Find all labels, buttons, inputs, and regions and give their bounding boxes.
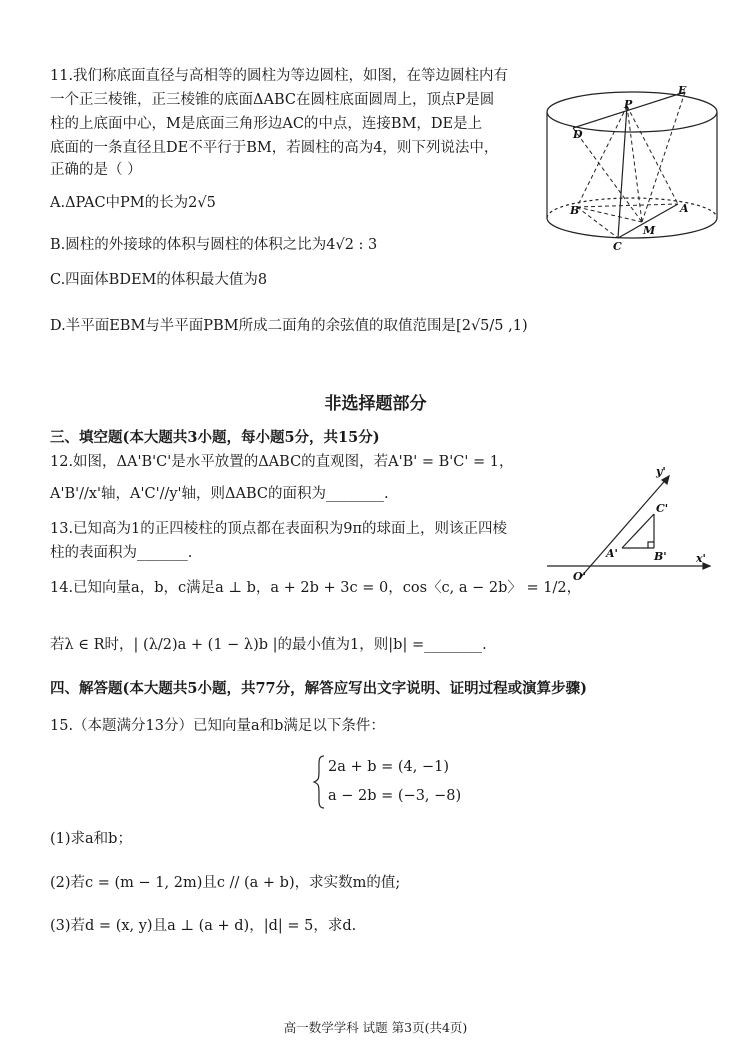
fig11-label-a: A	[680, 202, 689, 215]
fig12-label-o: O'	[573, 570, 586, 583]
fig12-label-b: B'	[654, 550, 667, 563]
fig11-label-b: B	[570, 204, 580, 217]
fig12-label-y: y'	[656, 465, 666, 478]
fig12-label-x: x'	[696, 552, 706, 565]
q11-line-3: 柱的上底面中心，M是底面三角形边AC的中点，连接BM，DE是上	[50, 116, 483, 132]
page-footer: 高一数学学科 试题 第3页(共4页)	[283, 1020, 468, 1035]
section-4-header: 四、解答题(本大题共5小题，共77分，解答应写出文字说明、证明过程或演算步骤)	[50, 680, 587, 697]
fig12-label-c: C'	[656, 502, 669, 515]
q11-line-2: 一个正三棱锥，正三棱锥的底面ΔABC在圆柱底面圆周上，顶点P是圆	[50, 92, 495, 108]
q12-line-2: A'B'//x'轴，A'C'//y'轴，则ΔABC的面积为________.	[50, 486, 389, 502]
fig11-label-e: E	[678, 84, 687, 97]
fig11-label-m: M	[643, 224, 656, 237]
q15-system-brace	[312, 754, 326, 810]
q13-line-1: 13.已知高为1的正四棱柱的顶点都在表面积为9π的球面上，则该正四棱	[50, 521, 508, 537]
q14-line-1: 14.已知向量a，b，c满足a ⊥ b，a + 2b + 3c = 0，cos〈c, a − 2b〉 = 1/2，	[50, 580, 582, 596]
q15-equation-1: 2a + b = (4, −1)	[328, 759, 450, 775]
q12-line-1: 12.如图，ΔA'B'C'是水平放置的ΔABC的直观图，若A'B' = B'C' = 1，	[50, 454, 514, 470]
q13-line-2: 柱的表面积为_______.	[50, 545, 193, 561]
q11-option-b: B.圆柱的外接球的体积与圆柱的体积之比为4√2 : 3	[50, 237, 378, 253]
q11-line-1: 11.我们称底面直径与高相等的圆柱为等边圆柱，如图，在等边圆柱内有	[50, 68, 509, 84]
q15-part-3: (3)若d = (x, y)且a ⊥ (a + d)，|d| = 5，求d.	[50, 918, 357, 934]
q11-option-d: D.半平面EBM与半平面PBM所成二面角的余弦值的取值范围是[2√5/5 ,1)	[50, 318, 528, 334]
q15-part-2: (2)若c = (m − 1, 2m)且c // (a + b)，求实数m的值;	[50, 875, 401, 891]
fig11-label-d: D	[573, 128, 583, 141]
q11-option-c: C.四面体BDEM的体积最大值为8	[50, 272, 268, 288]
part-title: 非选择题部分	[324, 394, 427, 414]
fig11-label-c: C	[613, 240, 622, 253]
fig12-label-a: A'	[606, 547, 618, 560]
q11-cylinder-figure	[540, 80, 740, 255]
q15-part-1: (1)求a和b；	[50, 831, 132, 847]
q12-axes-figure	[544, 462, 714, 587]
q11-line-5: 正确的是（ ）	[50, 162, 142, 178]
fig11-label-p: P	[624, 98, 633, 111]
section-3-header: 三、填空题(本大题共3小题，每小题5分，共15分)	[50, 429, 380, 446]
q15-intro: 15.（本题满分13分）已知向量a和b满足以下条件：	[50, 718, 385, 734]
q15-equation-2: a − 2b = (−3, −8)	[328, 788, 462, 804]
q11-line-4: 底面的一条直径且DE不平行于BM，若圆柱的高为4，则下列说法中，	[50, 140, 499, 156]
q14-line-2: 若λ ∈ R时，| (λ/2)a + (1 − λ)b |的最小值为1，则|b| =________.	[50, 637, 487, 653]
q11-option-a: A.ΔPAC中PM的长为2√5	[50, 195, 216, 211]
